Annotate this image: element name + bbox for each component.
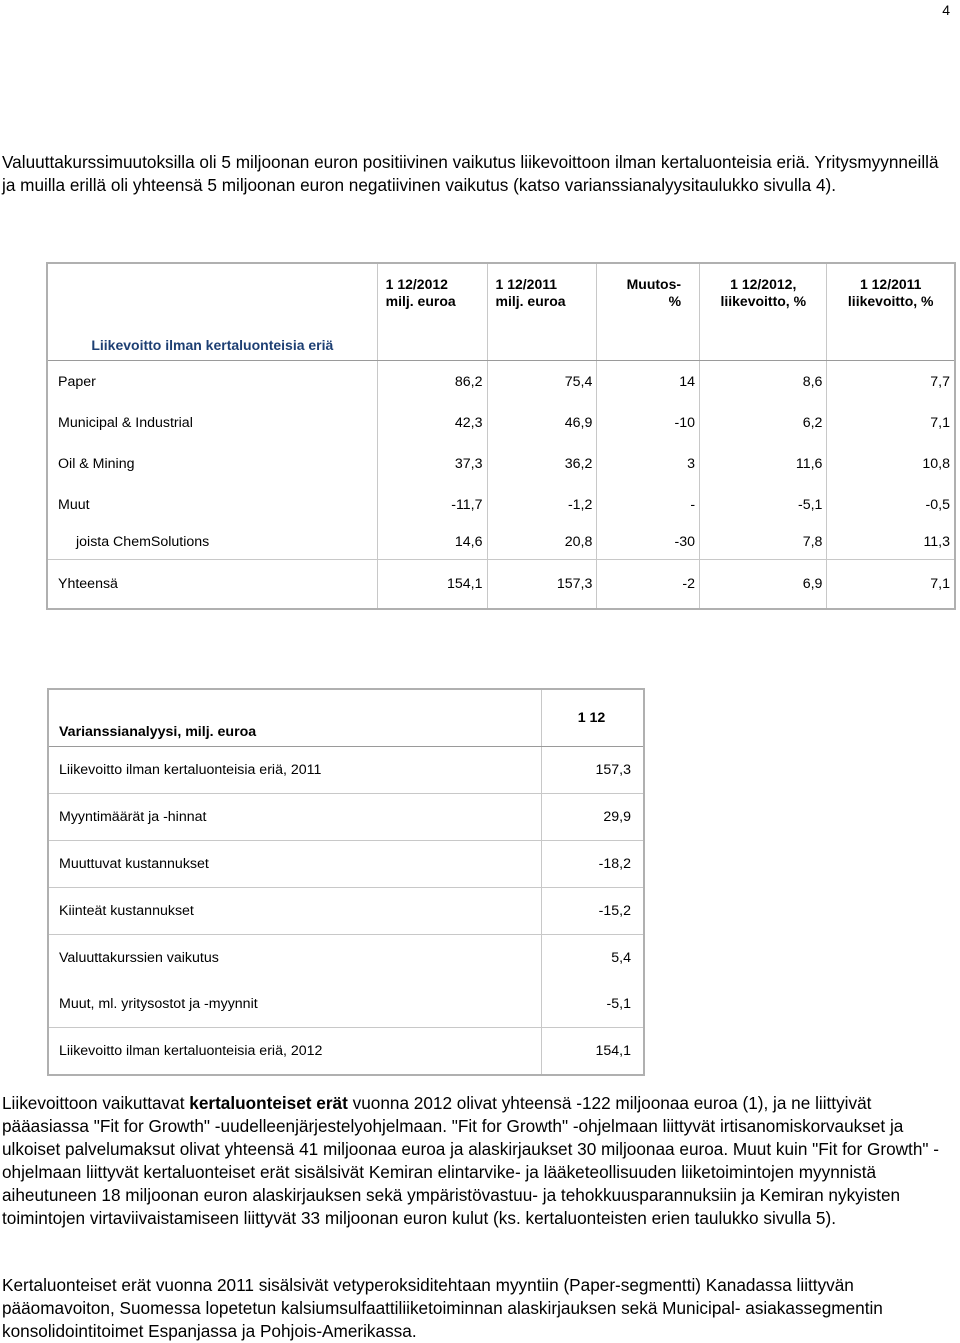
- cell-2012: 37,3: [377, 443, 487, 484]
- row-label: Kiinteät kustannukset: [48, 888, 542, 935]
- table-row: [47, 361, 955, 403]
- table-row: [48, 841, 644, 888]
- table-row: [47, 525, 955, 560]
- table-row: [48, 935, 644, 982]
- row-label: Muut, ml. yritysostot ja -myynnit: [48, 981, 542, 1028]
- cell-margin-2012: 8,6: [700, 361, 827, 403]
- table-row: [47, 443, 955, 484]
- header-margin-2011: 1 12/2011 liikevoitto, %: [827, 263, 955, 361]
- page-number: 4: [942, 2, 950, 18]
- row-value: 157,3: [542, 747, 645, 794]
- nonrecurring-2011-paragraph: Kertaluonteiset erät vuonna 2011 sisälsivät vetyperoksiditehtaan myyntiin (Paper-segmentti) Kanadassa liittyvän pääomavoiton, Suomessa lopetetun kalsiumsulfaattiliiketoiminnan alaskirjauksen sekä Municipal- asiakassegmentin konsolidointitoimet Espanjassa ja Pohjois-Amerikassa.: [2, 1275, 883, 1341]
- row-label: Valuuttakurssien vaikutus: [59, 950, 219, 966]
- table-row: [48, 747, 644, 794]
- paragraph-bold-term: kertaluonteiset erät: [189, 1093, 348, 1113]
- cell-2011: 157,3: [487, 560, 597, 610]
- cell-margin-2011: 11,3: [827, 525, 955, 560]
- cell-margin-2011: 7,1: [827, 402, 955, 443]
- row-label: Liikevoitto ilman kertaluonteisia eriä, 2011: [48, 747, 542, 794]
- operating-profit-table: [46, 262, 956, 610]
- cell-margin-2011: 7,1: [827, 560, 955, 610]
- row-label: joista ChemSolutions: [76, 534, 210, 550]
- cell-change: -30: [597, 525, 700, 560]
- row-label: Muuttuvat kustannukset: [48, 841, 542, 888]
- table-total-row: [47, 560, 955, 610]
- cell-2011: 36,2: [487, 443, 597, 484]
- cell-change: 3: [597, 443, 700, 484]
- row-label: Liikevoitto ilman kertaluonteisia eriä, 2012: [59, 1043, 323, 1059]
- row-label: Muut: [58, 496, 90, 513]
- cell-margin-2012: 6,9: [700, 560, 827, 610]
- cell-2011: -1,2: [487, 484, 597, 525]
- header-label: Liikevoitto ilman kertaluonteisia eriä: [47, 263, 377, 361]
- row-value: 29,9: [542, 794, 645, 841]
- cell-change: -2: [597, 560, 700, 610]
- cell-change: 14: [597, 361, 700, 403]
- row-label: Myyntimäärät ja -hinnat: [48, 794, 542, 841]
- cell-2012: 86,2: [377, 361, 487, 403]
- row-label: Oil & Mining: [58, 455, 135, 472]
- header-2012: 1 12/2012 milj. euroa: [377, 263, 487, 361]
- cell-margin-2012: 11,6: [700, 443, 827, 484]
- cell-margin-2012: 6,2: [700, 402, 827, 443]
- cell-2011: 46,9: [487, 402, 597, 443]
- table-row: [48, 794, 644, 841]
- cell-margin-2011: -0,5: [827, 484, 955, 525]
- cell-2011: 75,4: [487, 361, 597, 403]
- variance-analysis-table: [47, 688, 645, 1076]
- header-period: 1 12: [542, 689, 645, 747]
- row-value: -5,1: [542, 981, 645, 1028]
- cell-change: -: [597, 484, 700, 525]
- table-row: [47, 484, 955, 525]
- row-label: Municipal & Industrial: [58, 414, 193, 431]
- header-2011: 1 12/2011 milj. euroa: [487, 263, 597, 361]
- cell-margin-2012: -5,1: [700, 484, 827, 525]
- table-header-row: [47, 263, 955, 361]
- header-margin-2012: 1 12/2012, liikevoitto, %: [700, 263, 827, 361]
- table-row: [48, 888, 644, 935]
- cell-margin-2011: 10,8: [827, 443, 955, 484]
- paragraph-text: vuonna 2012 olivat yhteensä -122 miljoonaa euroa (1), ja ne liittyivät pääasiassa "Fit for Growth" -uudelleenjärjestelyohjelmaan. "Fit for Growth" -ohjelmaan liittyvät irtisanomiskorvaukset ja ulkoiset palvelumaksut olivat yhteensä 41 miljoonaa euroa ja alaskirjaukset 30 miljoonaa euroa. Muut kuin "Fit for Growth" -ohjelmaan liittyvät kertaluonteiset erät sisälsivät Kemiran elintarvike- ja lääketeollisuuden liiketoimintojen myynnistä aiheutuneen 18 miljoonan euron alaskirjauksen sekä ympäristövastuu- ja tehokkuusparannuksiin ja Kemiran nykyisten toimintojen virtaviivaistamiseen liittyvät 33 miljoonan euron kulut (ks. kertaluonteisten erien taulukko sivulla 5).: [2, 1093, 939, 1228]
- header-label: Varianssianalyysi, milj. euroa: [48, 689, 542, 747]
- paragraph-text: Liikevoittoon vaikuttavat: [2, 1093, 190, 1113]
- table-row: [47, 402, 955, 443]
- row-value: -18,2: [542, 841, 645, 888]
- row-label: Paper: [58, 373, 96, 390]
- row-label: Yhteensä: [47, 560, 377, 610]
- row-value: -15,2: [542, 888, 645, 935]
- cell-2012: -11,7: [377, 484, 487, 525]
- cell-2012: 42,3: [377, 402, 487, 443]
- header-change: Muutos- %: [597, 263, 700, 361]
- row-value: 154,1: [542, 1028, 645, 1076]
- table-row: [48, 981, 644, 1028]
- row-value: 5,4: [542, 935, 645, 982]
- cell-margin-2012: 7,8: [700, 525, 827, 560]
- cell-2012: 154,1: [377, 560, 487, 610]
- table-header-row: [48, 689, 644, 747]
- cell-change: -10: [597, 402, 700, 443]
- table-total-row: [48, 1028, 644, 1076]
- cell-margin-2011: 7,7: [827, 361, 955, 403]
- cell-2011: 20,8: [487, 525, 597, 560]
- nonrecurring-items-paragraph: [2, 1092, 947, 1230]
- cell-2012: 14,6: [377, 525, 487, 560]
- intro-paragraph: Valuuttakurssimuutoksilla oli 5 miljoonan euron positiivinen vaikutus liikevoittoon ilman kertaluonteisia eriä. Yritysmyynneillä ja muilla erillä oli yhteensä 5 miljoonan euron negatiivinen vaikutus (katso varianssianalyysitaulukko sivulla 4).: [2, 152, 939, 195]
